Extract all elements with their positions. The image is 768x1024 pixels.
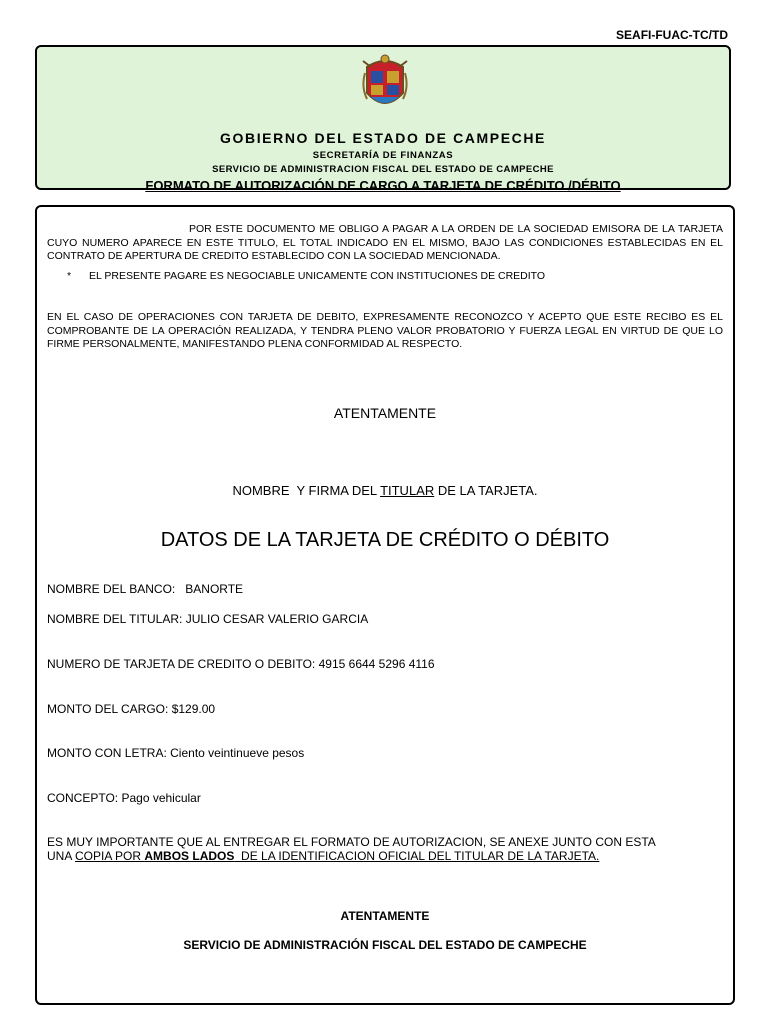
concept-value: Pago vehicular — [121, 791, 201, 805]
footer-atentamente: ATENTAMENTE — [340, 909, 430, 923]
signature-prefix: NOMBRE Y FIRMA DEL — [232, 483, 381, 498]
card-number-row — [47, 657, 435, 671]
notice-copy: COPIA POR — [75, 849, 145, 863]
concept-row — [47, 791, 201, 805]
campeche-coat-of-arms-icon — [361, 53, 409, 115]
form-code: SEAFI-FUAC-TC/TD — [616, 28, 728, 42]
notice-line1: ES MUY IMPORTANTE QUE AL ENTREGAR EL FORMATO DE AUTORIZACION, SE ANEXE JUNTO CON ESTA — [47, 835, 656, 849]
header-panel — [35, 45, 731, 193]
signature-suffix: DE LA TARJETA. — [434, 483, 538, 498]
footer-service: SERVICIO DE ADMINISTRACIÓN FISCAL DEL ESTADO DE CAMPECHE — [183, 938, 587, 952]
obligation-paragraph: POR ESTE DOCUMENTO ME OBLIGO A PAGAR A LA ORDEN DE LA SOCIEDAD EMISORA DE LA TARJETA CUYO NUMERO APARECE EN ESTE TITULO, EL TOTAL INDICADO EN EL MISMO, BAJO LAS CONDICIONES ESTABLECIDAS EN EL CONTRATO DE APERTURA DE CREDITO ESTABLECIDO CON LA SOCIEDAD MENCIONADA. — [47, 223, 723, 262]
amount-value: $129.00 — [171, 702, 216, 716]
card-number-label: NUMERO DE TARJETA DE CREDITO O DEBITO: — [47, 657, 316, 671]
card-data-title: DATOS DE LA TARJETA DE CRÉDITO O DÉBITO — [160, 529, 610, 551]
amount-row — [47, 702, 215, 716]
bank-value: BANORTE — [185, 582, 244, 596]
bank-label: NOMBRE DEL BANCO: — [47, 582, 176, 596]
notice-identification: DE LA IDENTIFICACION OFICIAL DEL TITULAR DE LA TARJETA. — [234, 849, 600, 863]
holder-row — [47, 612, 368, 626]
bullet-text: EL PRESENTE PAGARE ES NEGOCIABLE UNICAMENTE CON INSTITUCIONES DE CREDITO — [89, 270, 546, 282]
government-title: GOBIERNO DEL ESTADO DE CAMPECHE — [220, 130, 546, 146]
notice-both-sides: AMBOS LADOS — [144, 849, 235, 863]
bullet-mark: * — [67, 270, 72, 282]
atentamente-heading: ATENTAMENTE — [333, 405, 437, 421]
notice-line2 — [47, 849, 723, 863]
body-panel — [35, 205, 735, 1005]
notice-prefix: UNA — [47, 849, 76, 863]
bank-row — [47, 582, 243, 596]
secretariat-subtitle: SECRETARÍA DE FINANZAS — [312, 150, 454, 161]
important-notice — [47, 835, 723, 863]
debit-paragraph: EN EL CASO DE OPERACIONES CON TARJETA DE DEBITO, EXPRESAMENTE RECONOZCO Y ACEPTO QUE ESTE RECIBO ES EL COMPROBANTE DE LA OPERACIÓN REALIZADA, Y TENDRA PLENO VALOR PROBATORIO Y FUERZA LEGAL EN VIRTUD DE QUE LO FIRME PERSONALMENTE, MANIFESTANDO PLENA CONFORMIDAD AL RESPECTO. — [47, 311, 723, 350]
amount-words-label: MONTO CON LETRA: — [47, 746, 167, 760]
negotiable-bullet — [67, 270, 545, 282]
concept-label: CONCEPTO: — [47, 791, 119, 805]
signature-titular: TITULAR — [380, 483, 435, 498]
amount-label: MONTO DEL CARGO: — [47, 702, 169, 716]
form-title: FORMATO DE AUTORIZACIÓN DE CARGO A TARJETA DE CRÉDITO /DÉBITO — [145, 178, 621, 193]
holder-value: JULIO CESAR VALERIO GARCIA — [185, 612, 369, 626]
service-subtitle: SERVICIO DE ADMINISTRACION FISCAL DEL ESTADO DE CAMPECHE — [212, 164, 554, 175]
holder-label: NOMBRE DEL TITULAR: — [47, 612, 183, 626]
card-number-value: 4915 6644 5296 4116 — [318, 657, 435, 671]
amount-words-row — [47, 746, 304, 760]
amount-words-value: Ciento veintinueve pesos — [170, 746, 305, 760]
signature-line — [37, 483, 733, 498]
